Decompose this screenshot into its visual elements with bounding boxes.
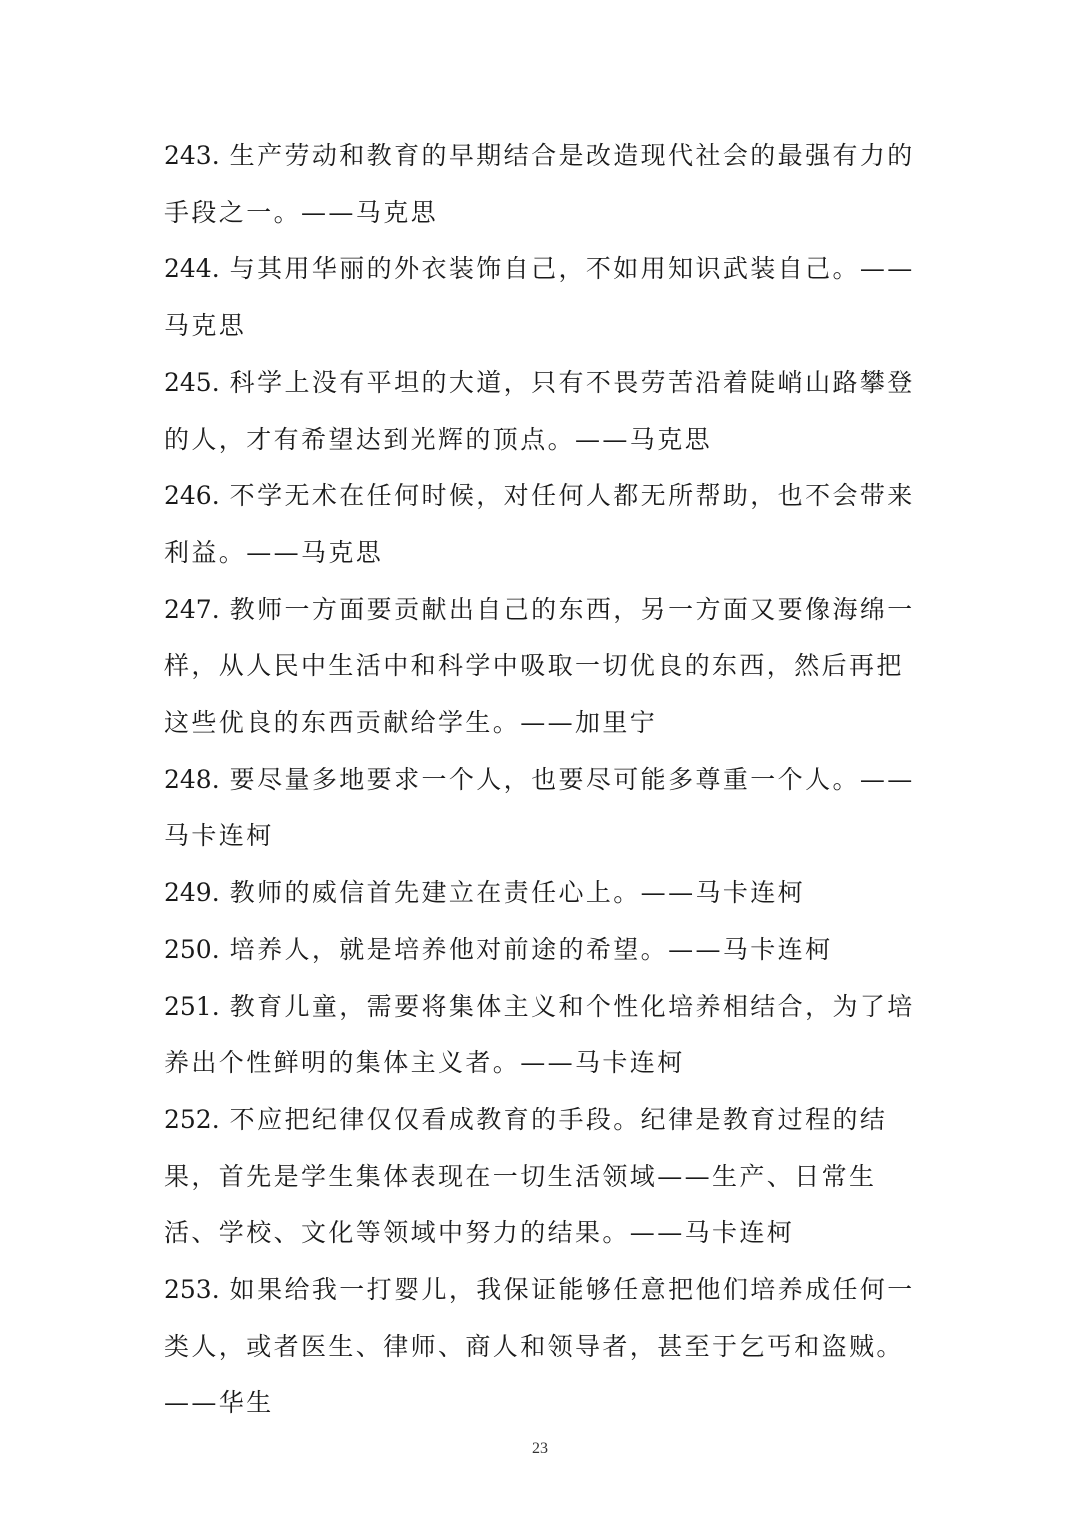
entry-number: 247. — [164, 594, 220, 624]
entry-number: 251. — [164, 991, 220, 1021]
page-number: 23 — [532, 1440, 548, 1457]
quote-entry — [164, 865, 924, 922]
quote-entry — [164, 128, 924, 241]
entry-number: 253. — [164, 1275, 220, 1305]
entry-text: 要尽量多地要求一个人，也要尽可能多尊重一个人。——马卡连柯 — [164, 764, 915, 851]
quote-list — [164, 128, 924, 1432]
quote-entry — [164, 355, 924, 468]
quote-entry — [164, 752, 924, 865]
entry-text: 教师一方面要贡献出自己的东西，另一方面又要像海绵一样，从人民中生活中和科学中吸取一切优良的东西，然后再把这些优良的东西贡献给学生。——加里宁 — [164, 594, 915, 738]
entry-number: 248. — [164, 764, 220, 794]
quote-entry — [164, 468, 924, 581]
entry-text: 培养人，就是培养他对前途的希望。——马卡连柯 — [229, 934, 833, 964]
quote-entry — [164, 1262, 924, 1432]
entry-number: 246. — [164, 481, 220, 511]
entry-text: 如果给我一打婴儿，我保证能够任意把他们培养成任何一类人，或者医生、律师、商人和领导者，甚至于乞丐和盗贼。——华生 — [164, 1275, 915, 1418]
entry-text: 科学上没有平坦的大道，只有不畏劳苦沿着陡峭山路攀登的人，才有希望达到光辉的顶点。——马克思 — [164, 367, 915, 454]
entry-text: 与其用华丽的外衣装饰自己，不如用知识武装自己。——马克思 — [164, 254, 915, 341]
entry-text: 生产劳动和教育的早期结合是改造现代社会的最强有力的手段之一。——马克思 — [164, 141, 915, 227]
quote-entry — [164, 1092, 924, 1262]
entry-text: 不学无术在任何时候，对任何人都无所帮助，也不会带来利益。——马克思 — [164, 481, 915, 567]
entry-text: 教育儿童，需要将集体主义和个性化培养相结合，为了培养出个性鲜明的集体主义者。——马卡连柯 — [164, 991, 915, 1078]
quote-entry — [164, 241, 924, 354]
entry-number: 244. — [164, 254, 220, 284]
entry-text: 教师的威信首先建立在责任心上。——马卡连柯 — [229, 878, 806, 908]
quote-entry — [164, 979, 924, 1092]
entry-text: 不应把纪律仅仅看成教育的手段。纪律是教育过程的结果，首先是学生集体表现在一切生活领域——生产、日常生活、学校、文化等领域中努力的结果。——马卡连柯 — [164, 1104, 888, 1248]
entry-number: 243. — [164, 141, 220, 170]
entry-number: 250. — [164, 934, 220, 964]
entry-number: 252. — [164, 1104, 220, 1134]
entry-number: 245. — [164, 367, 220, 397]
entry-number: 249. — [164, 878, 220, 908]
quote-entry — [164, 582, 924, 752]
quote-entry — [164, 922, 924, 979]
